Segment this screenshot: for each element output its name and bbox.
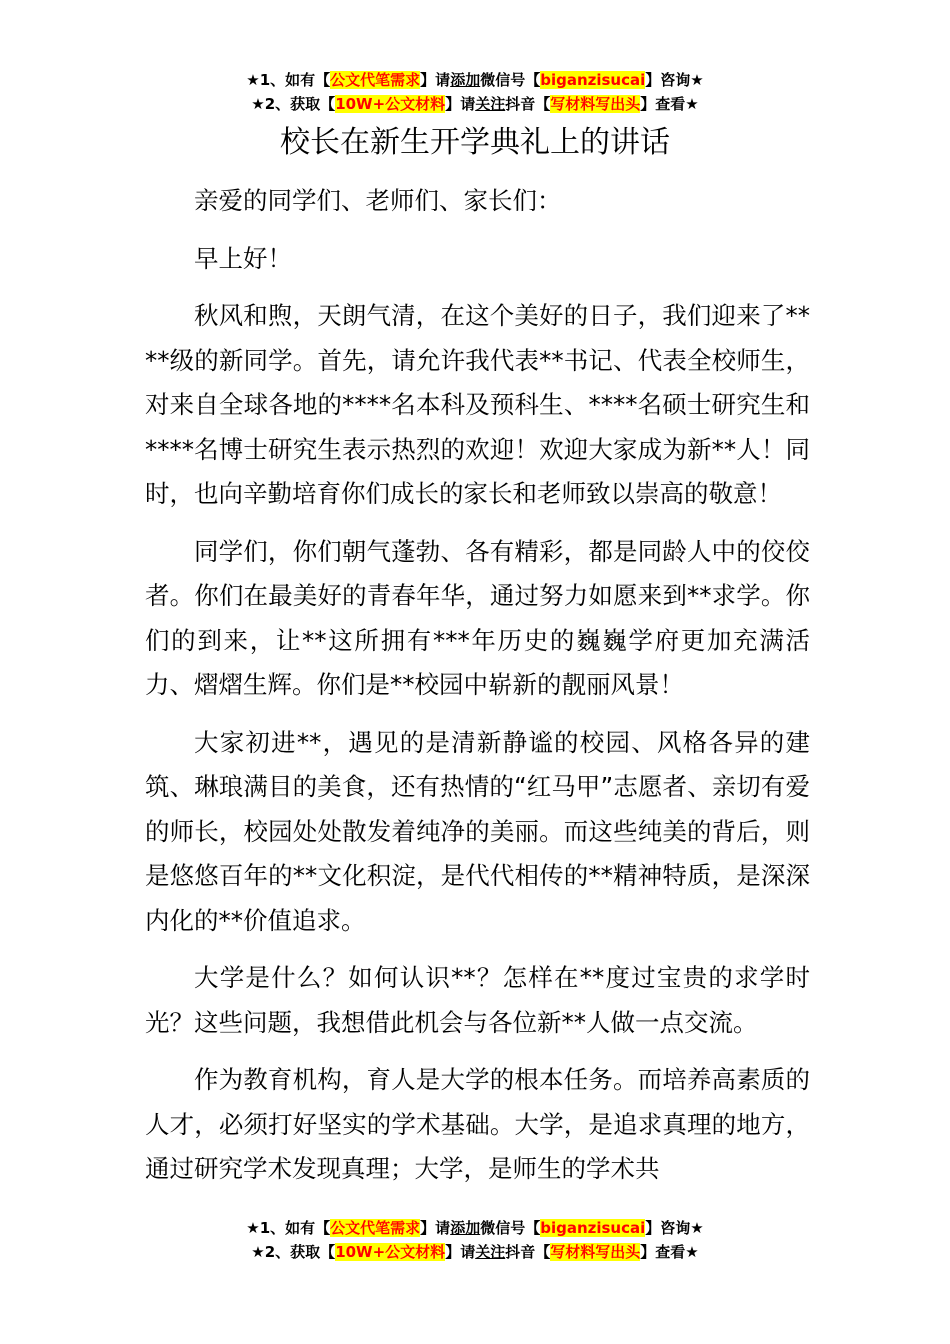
banner-highlight: 10W+公文材料 (335, 1243, 446, 1261)
banner-line-2 (0, 92, 950, 116)
banner-text: 】查看★ (640, 95, 699, 113)
banner-underlined: 添加 (450, 71, 481, 89)
paragraph: 大学是什么？如何认识**？怎样在**度过宝贵的求学时光？这些问题，我想借此机会与各位新**人做一点交流。 (145, 963, 810, 1037)
banner-text: ★2、获取【 (251, 1243, 336, 1261)
paragraph: 秋风和煦，天朗气清，在这个美好的日子，我们迎来了****级的新同学。首先，请允许我代表**书记、代表全校师生，对来自全球各地的****名本科及预科生、****名硕士研究生和****名博士研究生表示热烈的欢迎！欢迎大家成为新**人！同时，也向辛勤培育你们成长的家长和老师致以崇高的敬意！ (145, 301, 810, 508)
header-banner (0, 68, 950, 116)
banner-text: 】查看★ (640, 1243, 699, 1261)
banner-text: 微信号【 (480, 1219, 541, 1237)
banner-highlight: 写材料写出头 (550, 1243, 641, 1261)
banner-line-1 (0, 1216, 950, 1240)
banner-text: 】咨询★ (645, 71, 704, 89)
banner-text: 微信号【 (480, 71, 541, 89)
document-title: 校长在新生开学典礼上的讲话 (280, 125, 670, 160)
paragraph: 同学们，你们朝气蓬勃、各有精彩，都是同龄人中的佼佼者。你们在最美好的青春年华，通过努力如愿来到**求学。你们的到来，让**这所拥有***年历史的巍巍学府更加充满活力、熠熠生辉。你们是**校园中崭新的靓丽风景！ (145, 536, 810, 699)
banner-highlight: 写材料写出头 (550, 95, 641, 113)
banner-highlight: 公文代笔需求 (330, 1219, 421, 1237)
banner-text: 】请 (445, 95, 476, 113)
banner-text: ★2、获取【 (251, 95, 336, 113)
paragraph: 大家初进**，遇见的是清新静谧的校园、风格各异的建筑、琳琅满目的美食，还有热情的“红马甲”志愿者、亲切有爱的师长，校园处处散发着纯净的美丽。而这些纯美的背后，则是悠悠百年的**文化积淀，是代代相传的**精神特质，是深深内化的**价值追求。 (145, 727, 810, 935)
banner-highlight: biganzisucai (540, 1219, 646, 1237)
banner-text: 】请 (445, 1243, 476, 1261)
banner-highlight: biganzisucai (540, 71, 646, 89)
document-body (145, 179, 810, 1205)
banner-text: ★1、如有【 (246, 71, 331, 89)
banner-line-1 (0, 68, 950, 92)
banner-line-2 (0, 1240, 950, 1264)
paragraph: 亲爱的同学们、老师们、家长们： (194, 186, 562, 215)
paragraph: 作为教育机构，育人是大学的根本任务。而培养高素质的人才，必须打好坚实的学术基础。大学，是追求真理的地方，通过研究学术发现真理；大学，是师生的学术共 (145, 1065, 810, 1183)
banner-highlight: 公文代笔需求 (330, 71, 421, 89)
paragraph: 早上好！ (194, 243, 292, 273)
banner-text: ★1、如有【 (246, 1219, 331, 1237)
banner-text: 】请 (420, 71, 451, 89)
banner-text: 】请 (420, 1219, 451, 1237)
banner-text: 抖音【 (505, 1243, 551, 1261)
banner-text: 】咨询★ (645, 1219, 704, 1237)
banner-text: 抖音【 (505, 95, 551, 113)
footer-banner (0, 1216, 950, 1264)
banner-highlight: 10W+公文材料 (335, 95, 446, 113)
banner-underlined: 添加 (450, 1219, 481, 1237)
banner-underlined: 关注 (475, 95, 506, 113)
banner-underlined: 关注 (475, 1243, 506, 1261)
